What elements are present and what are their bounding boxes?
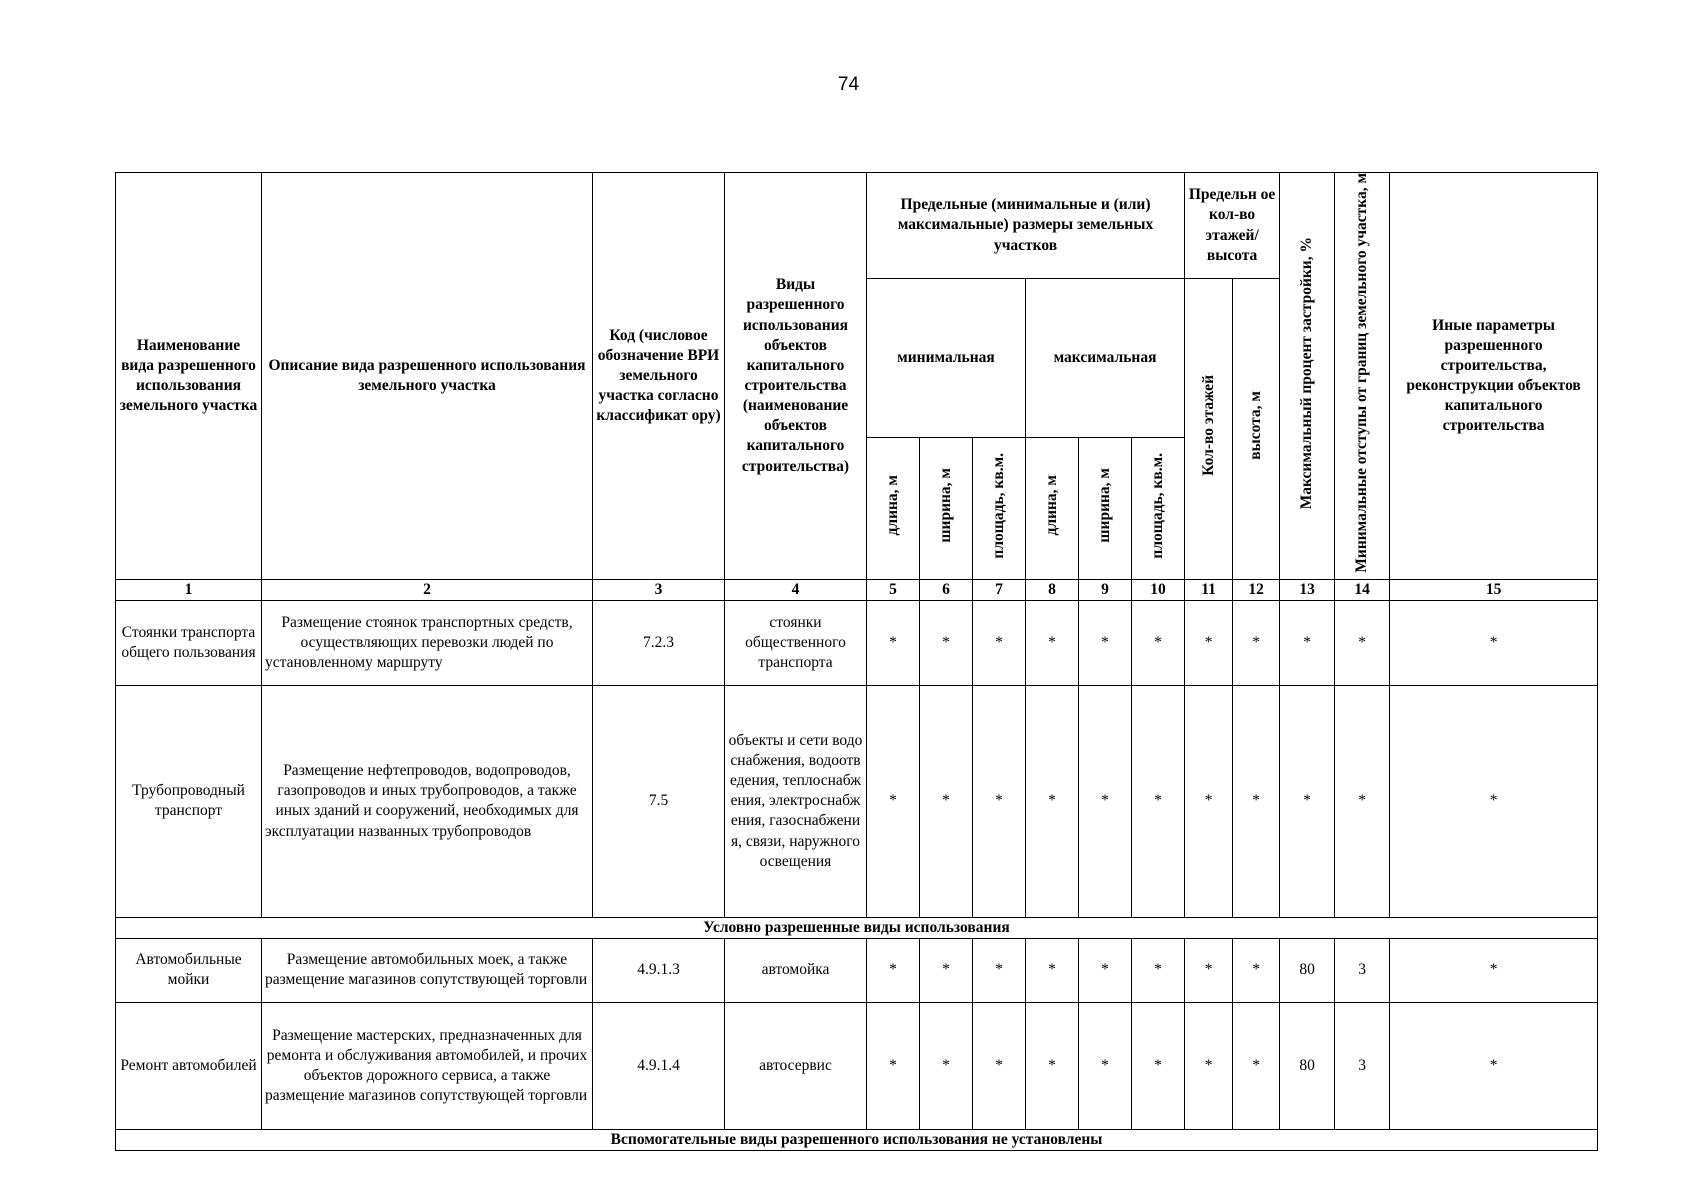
header-code: Код (числовое обозначение ВРИ земельного участка согласно классификат ору) <box>593 173 725 580</box>
table-row <box>116 1002 1598 1129</box>
row-description: Размещение нефтепроводов, водопроводов, газопроводов и иных трубопроводов, а также иных зданий и сооружений, необходимых для эксплуатации названных трубопроводов <box>262 685 593 917</box>
row-code: 7.5 <box>593 685 725 917</box>
header-maximal: максимальная <box>1026 279 1185 438</box>
column-number: 7 <box>973 579 1026 600</box>
value-cell: * <box>1026 1002 1079 1129</box>
value-cell: * <box>973 685 1026 917</box>
value-cell: * <box>1132 600 1185 685</box>
zoning-table <box>115 172 1598 1151</box>
row-description: Размещение автомобильных моек, а также размещение магазинов сопутствующей торговли <box>262 938 593 1002</box>
column-number: 9 <box>1079 579 1132 600</box>
page-number: 74 <box>837 74 860 95</box>
row-name: Стоянки транспорта общего пользования <box>116 600 262 685</box>
column-number: 3 <box>593 579 725 600</box>
header-floors-group: Предельн ое кол-во этажей/ высота <box>1185 173 1280 279</box>
row-name: Трубопроводный транспорт <box>116 685 262 917</box>
header-name: Наименование вида разрешенного использования земельного участка <box>116 173 262 580</box>
column-number: 14 <box>1335 579 1390 600</box>
value-cell: * <box>1185 685 1233 917</box>
value-cell: * <box>867 1002 920 1129</box>
value-cell: * <box>1079 938 1132 1002</box>
value-cell: * <box>1335 600 1390 685</box>
value-cell: * <box>1233 685 1280 917</box>
value-cell: * <box>1132 1002 1185 1129</box>
header-min-setback: Минимальные отступы от границ земельного участка, м <box>1335 173 1390 580</box>
value-cell: * <box>920 600 973 685</box>
column-number: 5 <box>867 579 920 600</box>
header-other: Иные параметры разрешенного строительства, реконструкции объектов капитального строительства <box>1390 173 1598 580</box>
table-row <box>116 600 1598 685</box>
value-cell: 80 <box>1280 1002 1335 1129</box>
value-cell: * <box>1185 938 1233 1002</box>
section-row <box>116 917 1598 938</box>
row-description: Размещение стоянок транспортных средств, осуществляющих перевозки людей по установленному маршруту <box>262 600 593 685</box>
value-cell: 3 <box>1335 1002 1390 1129</box>
value-cell: * <box>1026 600 1079 685</box>
value-cell: * <box>1233 600 1280 685</box>
value-cell: * <box>1390 938 1598 1002</box>
header-min-length: длина, м <box>867 437 920 579</box>
value-cell: * <box>973 1002 1026 1129</box>
value-cell: * <box>1079 685 1132 917</box>
value-cell: * <box>973 938 1026 1002</box>
header-description: Описание вида разрешенного использования земельного участка <box>262 173 593 580</box>
header-max-length: длина, м <box>1026 437 1079 579</box>
value-cell: * <box>920 1002 973 1129</box>
row-description: Размещение мастерских, предназначенных для ремонта и обслуживания автомобилей, и прочих объектов дорожного сервиса, а также размещение магазинов сопутствующей торговли <box>262 1002 593 1129</box>
row-objects: объекты и сети водоснабжения, водоотведения, теплоснабжения, электроснабжения, газоснабжения, связи, наружного освещения <box>725 685 867 917</box>
value-cell: * <box>867 685 920 917</box>
row-name: Автомобильные мойки <box>116 938 262 1002</box>
header-max-percent: Максимальный процент застройки, % <box>1280 173 1335 580</box>
table-row <box>116 685 1598 917</box>
header-max-width: ширина, м <box>1079 437 1132 579</box>
section-title-auxiliary: Вспомогательные виды разрешенного использования не установлены <box>116 1129 1598 1150</box>
value-cell: * <box>1026 938 1079 1002</box>
value-cell: * <box>1233 938 1280 1002</box>
column-number: 1 <box>116 579 262 600</box>
header-min-area: площадь, кв.м. <box>973 437 1026 579</box>
value-cell: * <box>1335 685 1390 917</box>
value-cell: * <box>920 685 973 917</box>
row-code: 4.9.1.3 <box>593 938 725 1002</box>
header-max-area: площадь, кв.м. <box>1132 437 1185 579</box>
header-minimal: минимальная <box>867 279 1026 438</box>
column-number: 12 <box>1233 579 1280 600</box>
header-min-width: ширина, м <box>920 437 973 579</box>
value-cell: * <box>1280 685 1335 917</box>
value-cell: * <box>1390 1002 1598 1129</box>
row-name: Ремонт автомобилей <box>116 1002 262 1129</box>
value-cell: * <box>1233 1002 1280 1129</box>
value-cell: * <box>920 938 973 1002</box>
column-number: 10 <box>1132 579 1185 600</box>
column-number: 13 <box>1280 579 1335 600</box>
value-cell: * <box>1185 1002 1233 1129</box>
column-number: 2 <box>262 579 593 600</box>
value-cell: * <box>1026 685 1079 917</box>
value-cell: * <box>1079 1002 1132 1129</box>
value-cell: * <box>1390 600 1598 685</box>
table-row <box>116 938 1598 1002</box>
value-cell: * <box>1132 938 1185 1002</box>
value-cell: 3 <box>1335 938 1390 1002</box>
column-number: 6 <box>920 579 973 600</box>
row-code: 7.2.3 <box>593 600 725 685</box>
section-title-conditional: Условно разрешенные виды использования <box>116 917 1598 938</box>
value-cell: 80 <box>1280 938 1335 1002</box>
row-objects: стоянки общественного транспорта <box>725 600 867 685</box>
row-objects: автомойка <box>725 938 867 1002</box>
column-number: 8 <box>1026 579 1079 600</box>
value-cell: * <box>1390 685 1598 917</box>
value-cell: * <box>867 600 920 685</box>
header-limits: Предельные (минимальные и (или) максимальные) размеры земельных участков <box>867 173 1185 279</box>
value-cell: * <box>973 600 1026 685</box>
row-code: 4.9.1.4 <box>593 1002 725 1129</box>
column-number: 4 <box>725 579 867 600</box>
column-number-row <box>116 579 1598 600</box>
value-cell: * <box>1132 685 1185 917</box>
value-cell: * <box>1079 600 1132 685</box>
column-number: 11 <box>1185 579 1233 600</box>
column-number: 15 <box>1390 579 1598 600</box>
value-cell: * <box>867 938 920 1002</box>
header-floors: Кол-во этажей <box>1185 279 1233 580</box>
header-objects: Виды разрешенного использования объектов капитального строительства (наименование объектов капитального строительства) <box>725 173 867 580</box>
value-cell: * <box>1280 600 1335 685</box>
section-row <box>116 1129 1598 1150</box>
header-height: высота, м <box>1233 279 1280 580</box>
value-cell: * <box>1185 600 1233 685</box>
row-objects: автосервис <box>725 1002 867 1129</box>
